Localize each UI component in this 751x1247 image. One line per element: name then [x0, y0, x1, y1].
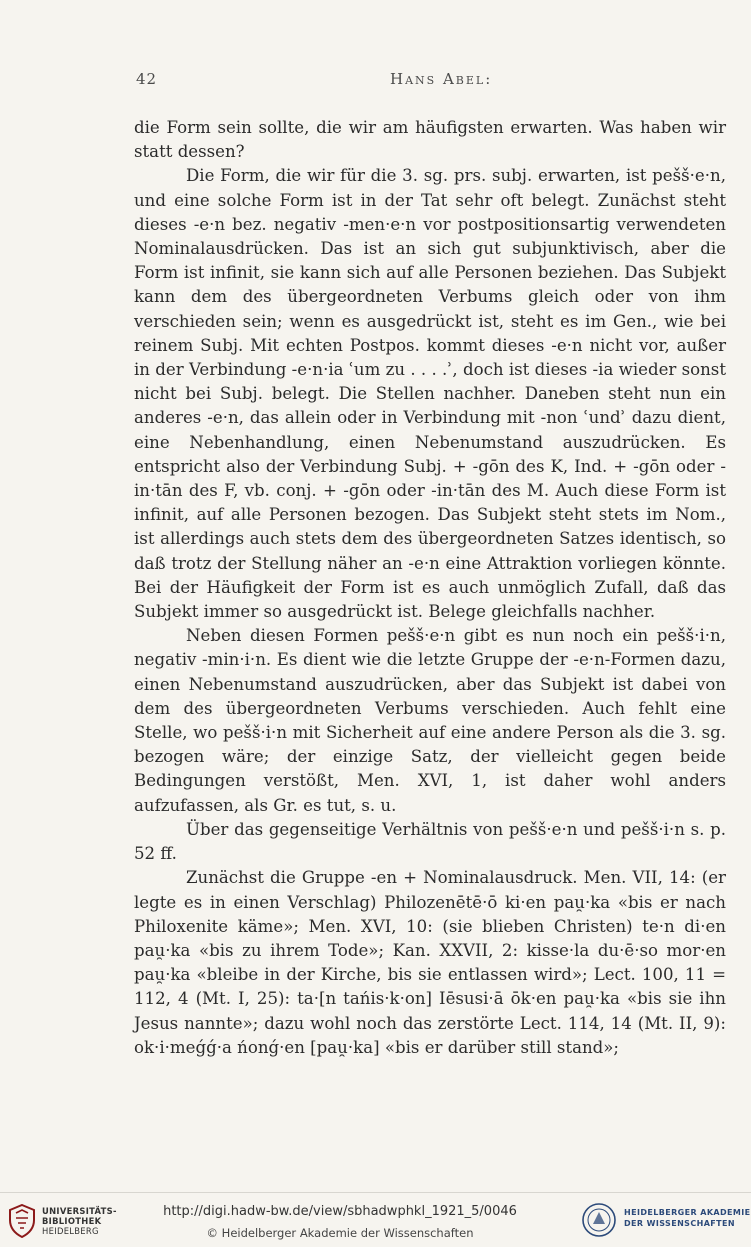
footer-divider: [0, 1192, 751, 1193]
paragraph-2: Die Form, die wir für die 3. sg. prs. subj. erwarten, ist pešš·e·n, und eine solche Form ist in der Tat sehr oft belegt. Zunächst steht dieses -e·n bez. negativ -men·e·n vor postpositionsartig verwendeten Nominalausdrücken. Das ist an sich gut subjunktivisch, aber die Form ist infinit, sie kann sich auf alle Personen beziehen. Das Subjekt kann dem des übergeordneten Verbums gleich oder von ihm verschieden sein; wenn es ausgedrückt ist, steht es im Gen., wie bei reinem Subj. Mit echten Postpos. kommt dieses -e·n nicht vor, außer in der Verbindung -e·n·ia ʿum zu . . . .ʾ, doch ist dieses -ia wieder sonst nicht bei Subj. belegt. Die Stellen nachher. Daneben steht nun ein anderes -e·n, das allein oder in Verbindung mit -non ʿundʾ dazu dient, eine Nebenhandlung, einen Nebenumstand auszudrücken. Es entspricht also der Verbindung Subj. + -gōn des K, Ind. + -gōn oder -in·tān des F, vb. conj. + -gōn oder -in·tān des M. Auch diese Form ist infinit, auf alle Personen bezogen. Das Subjekt steht stets im Nom., ist allerdings auch stets dem des übergeordneten Satzes identisch, so daß trotz der Stellung näher an -e·n eine Attraktion vorliegen könnte. Bei der Häufigkeit der Form ist es auch unmöglich Zufall, daß das Subjekt immer so ausgedrückt ist. Belege gleichfalls nachher.: [134, 166, 726, 622]
paragraph-4: Über das gegenseitige Verhältnis von pešš·e·n und pešš·i·n s. p. 52 ff.: [134, 819, 726, 864]
paragraph-3: Neben diesen Formen pešš·e·n gibt es nun noch ein pešš·i·n, negativ -min·i·n. Es dient wie die letzte Gruppe der -e·n-Formen dazu, einen Nebenumstand auszudrücken, aber das Subjekt ist dabei von dem des übergeordneten Verbums verschieden. Auch fehlt eine Stelle, wo pešš·i·n mit Sicherheit auf eine andere Person als die 3. sg. bezogen wäre; der einzige Satz, der vielleicht gegen beide Bedingungen verstößt, Men. XVI, 1, ist daher wohl anders aufzufassen, als Gr. es tut, s. u.: [134, 626, 726, 815]
paragraph-1: die Form sein sollte, die wir am häufigsten erwarten. Was haben wir statt dessen?: [134, 118, 726, 162]
page-number: 42: [136, 70, 158, 88]
academy-seal-icon: [581, 1202, 617, 1238]
copyright-notice: © Heidelberger Akademie der Wissenschaften: [206, 1226, 474, 1240]
source-url-link[interactable]: http://digi.hadw-bw.de/view/sbhadwphkl_1921_5/0046: [163, 1204, 517, 1219]
page-header: [136, 70, 726, 94]
paragraph-5: Zunächst die Gruppe -en + Nominalausdruck. Men. VII, 14: (er legte es in einen Verschlag) Philozenētē·ō ki·en pau̯·ka «bis er nach Philoxenite käme»; Men. XVI, 10: (sie blieben Christen) te·n di·en pau̯·ka «bis zu ihrem Tode»; Kan. XXVII, 2: kisse·la du·ē·so mor·en pau̯·ka «bleibe in der Kirche, bis sie entlassen wird»; Lect. 100, 11 = 112, 4 (Mt. I, 25): ta·[n tańis·k·on] Iēsusi·ā ōk·en pau̯·ka «bis sie ihn Jesus nannte»; dazu wohl noch das zerstörte Lect. 114, 14 (Mt. II, 9): ok·i·meǵǵ·a ńonǵ·en [pau̯·ka] «bis er darüber still stand»;: [134, 868, 726, 1057]
footer: [0, 1190, 751, 1247]
library-name: UNIVERSITÄTS- BIBLIOTHEK HEIDELBERG: [42, 1206, 117, 1236]
academy-name: HEIDELBERGER AKADEMIE DER WISSENSCHAFTEN: [624, 1208, 751, 1228]
running-head: Hans Abel:: [390, 70, 493, 88]
library-crest-icon: [8, 1204, 36, 1238]
body-text: [134, 116, 726, 1060]
